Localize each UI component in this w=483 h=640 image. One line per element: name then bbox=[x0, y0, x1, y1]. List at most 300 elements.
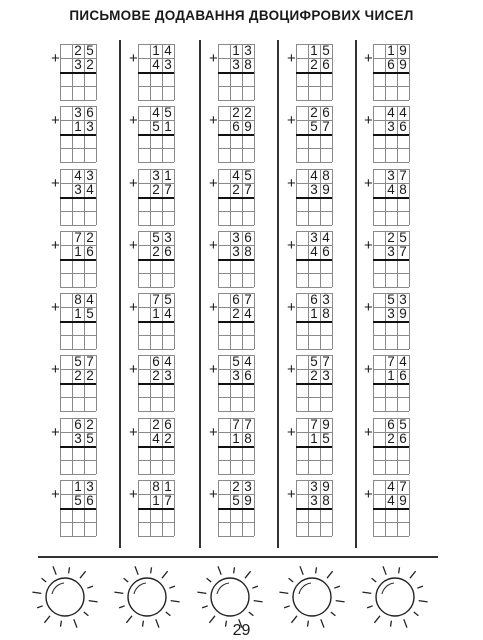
addend-digit-second: 4 bbox=[244, 306, 252, 321]
grid-line bbox=[332, 44, 333, 100]
addition-problem bbox=[128, 169, 174, 225]
addend-digit: 7 bbox=[310, 417, 318, 432]
addend-digit-second: 6 bbox=[399, 431, 407, 446]
grid-line bbox=[60, 460, 96, 461]
addend-digit: 4 bbox=[164, 354, 172, 369]
sum-line bbox=[60, 259, 96, 261]
addition-problem bbox=[363, 44, 409, 100]
grid-line bbox=[296, 335, 332, 336]
grid-line bbox=[409, 231, 410, 287]
grid-line bbox=[218, 397, 254, 398]
addend-digit: 3 bbox=[86, 168, 94, 183]
addend-digit-second: 3 bbox=[387, 119, 395, 134]
sum-line bbox=[373, 259, 409, 261]
addend-digit-second: 1 bbox=[387, 368, 395, 383]
grid-line bbox=[218, 86, 254, 87]
addend-digit-second: 6 bbox=[322, 244, 330, 259]
plus-sign: + bbox=[129, 361, 138, 378]
sum-line bbox=[60, 321, 96, 323]
grid-line bbox=[296, 397, 332, 398]
addend-digit-second: 3 bbox=[74, 182, 82, 197]
addend-digit-second: 5 bbox=[74, 493, 82, 508]
addend-digit-second: 4 bbox=[387, 493, 395, 508]
grid-line bbox=[60, 349, 96, 350]
addition-problem bbox=[128, 231, 174, 287]
addition-problem bbox=[208, 106, 254, 162]
grid-line bbox=[96, 355, 97, 411]
addend-digit-second: 3 bbox=[232, 368, 240, 383]
addend-digit: 8 bbox=[74, 292, 82, 307]
addend-digit: 2 bbox=[86, 230, 94, 245]
addend-digit-second: 3 bbox=[232, 57, 240, 72]
plus-sign: + bbox=[287, 486, 296, 503]
grid-line bbox=[174, 418, 175, 474]
addend-digit: 3 bbox=[310, 230, 318, 245]
addend-digit-second: 3 bbox=[232, 244, 240, 259]
grid-line bbox=[296, 349, 332, 350]
grid-line bbox=[138, 474, 174, 475]
grid-line bbox=[373, 86, 409, 87]
addition-problem bbox=[128, 480, 174, 536]
grid-line bbox=[373, 287, 409, 288]
addend-digit-second: 4 bbox=[387, 182, 395, 197]
plus-sign: + bbox=[287, 175, 296, 192]
addend-digit-second: 2 bbox=[152, 244, 160, 259]
addend-digit: 5 bbox=[310, 354, 318, 369]
addition-problem bbox=[50, 418, 96, 474]
grid-line bbox=[296, 162, 332, 163]
grid-line bbox=[60, 287, 96, 288]
addend-digit: 2 bbox=[387, 230, 395, 245]
grid-line bbox=[138, 335, 174, 336]
addend-digit-second: 3 bbox=[74, 431, 82, 446]
addend-digit-second: 5 bbox=[310, 119, 318, 134]
addend-digit-second: 1 bbox=[74, 306, 82, 321]
addend-digit: 3 bbox=[399, 292, 407, 307]
addend-digit: 4 bbox=[322, 230, 330, 245]
addition-problem bbox=[286, 293, 332, 349]
grid-line bbox=[373, 225, 409, 226]
addend-digit: 5 bbox=[164, 105, 172, 120]
addition-problem bbox=[208, 44, 254, 100]
grid-line bbox=[296, 148, 332, 149]
plus-sign: + bbox=[287, 424, 296, 441]
addition-problem bbox=[50, 44, 96, 100]
addend-digit: 7 bbox=[244, 292, 252, 307]
addition-problem bbox=[286, 44, 332, 100]
sum-line bbox=[296, 383, 332, 385]
grid-line bbox=[218, 287, 254, 288]
addend-digit-second: 2 bbox=[152, 368, 160, 383]
addition-problem bbox=[286, 169, 332, 225]
addend-digit-second: 3 bbox=[322, 368, 330, 383]
plus-sign: + bbox=[51, 175, 60, 192]
addend-digit-second: 4 bbox=[152, 431, 160, 446]
addend-digit: 4 bbox=[387, 105, 395, 120]
addend-digit: 5 bbox=[74, 354, 82, 369]
addend-digit: 4 bbox=[387, 479, 395, 494]
grid-line bbox=[332, 293, 333, 349]
grid-line bbox=[138, 273, 174, 274]
grid-line bbox=[218, 536, 254, 537]
addend-digit: 4 bbox=[310, 168, 318, 183]
plus-sign: + bbox=[364, 237, 373, 254]
addend-digit: 4 bbox=[244, 354, 252, 369]
grid-line bbox=[296, 474, 332, 475]
addend-digit-second: 7 bbox=[399, 244, 407, 259]
grid-line bbox=[373, 397, 409, 398]
grid-line bbox=[138, 349, 174, 350]
addend-digit-second: 5 bbox=[232, 493, 240, 508]
plus-sign: + bbox=[209, 50, 218, 67]
grid-line bbox=[138, 397, 174, 398]
grid-line bbox=[254, 355, 255, 411]
grid-line bbox=[60, 273, 96, 274]
grid-line bbox=[373, 273, 409, 274]
addend-digit: 3 bbox=[322, 292, 330, 307]
addend-digit-second: 8 bbox=[399, 182, 407, 197]
addend-digit-second: 1 bbox=[74, 244, 82, 259]
grid-line bbox=[96, 293, 97, 349]
addend-digit: 5 bbox=[152, 230, 160, 245]
addend-digit: 1 bbox=[232, 43, 240, 58]
sum-line bbox=[373, 197, 409, 199]
addend-digit: 7 bbox=[322, 354, 330, 369]
addend-digit: 3 bbox=[387, 168, 395, 183]
grid-line bbox=[218, 460, 254, 461]
addend-digit: 3 bbox=[86, 479, 94, 494]
sum-line bbox=[138, 259, 174, 261]
sum-line bbox=[218, 72, 254, 74]
grid-line bbox=[96, 231, 97, 287]
grid-line bbox=[409, 169, 410, 225]
addend-digit-second: 9 bbox=[399, 493, 407, 508]
plus-sign: + bbox=[51, 237, 60, 254]
grid-line bbox=[409, 44, 410, 100]
addend-digit-second: 2 bbox=[152, 182, 160, 197]
addend-digit-second: 3 bbox=[310, 493, 318, 508]
addend-digit: 2 bbox=[74, 43, 82, 58]
addend-digit-second: 1 bbox=[310, 306, 318, 321]
addend-digit: 3 bbox=[244, 479, 252, 494]
addend-digit: 4 bbox=[86, 292, 94, 307]
addend-digit: 3 bbox=[244, 43, 252, 58]
sum-line bbox=[296, 508, 332, 510]
addend-digit: 6 bbox=[387, 417, 395, 432]
grid-line bbox=[174, 480, 175, 536]
addend-digit-second: 5 bbox=[86, 431, 94, 446]
plus-sign: + bbox=[209, 237, 218, 254]
sum-line bbox=[373, 508, 409, 510]
grid-line bbox=[373, 162, 409, 163]
addend-digit: 9 bbox=[322, 417, 330, 432]
addend-digit-second: 6 bbox=[399, 119, 407, 134]
grid-line bbox=[60, 86, 96, 87]
addend-digit-second: 5 bbox=[86, 306, 94, 321]
addend-digit: 1 bbox=[74, 479, 82, 494]
addend-digit: 6 bbox=[310, 292, 318, 307]
addition-problem bbox=[286, 106, 332, 162]
plus-sign: + bbox=[364, 112, 373, 129]
addend-digit: 1 bbox=[164, 168, 172, 183]
addend-digit-second: 9 bbox=[244, 119, 252, 134]
sum-line bbox=[296, 72, 332, 74]
addend-digit: 4 bbox=[399, 354, 407, 369]
sum-line bbox=[138, 72, 174, 74]
addition-problem bbox=[363, 418, 409, 474]
grid-line bbox=[218, 148, 254, 149]
addend-digit-second: 3 bbox=[387, 244, 395, 259]
grid-line bbox=[174, 169, 175, 225]
plus-sign: + bbox=[364, 424, 373, 441]
grid-line bbox=[218, 211, 254, 212]
column-divider bbox=[277, 40, 279, 548]
addend-digit-second: 6 bbox=[86, 244, 94, 259]
grid-line bbox=[373, 335, 409, 336]
addend-digit: 4 bbox=[74, 168, 82, 183]
grid-line bbox=[373, 349, 409, 350]
addend-digit: 5 bbox=[387, 292, 395, 307]
grid-line bbox=[60, 522, 96, 523]
grid-line bbox=[138, 411, 174, 412]
addend-digit: 3 bbox=[232, 230, 240, 245]
sum-line bbox=[296, 321, 332, 323]
addition-problem bbox=[286, 480, 332, 536]
plus-sign: + bbox=[129, 50, 138, 67]
addend-digit: 1 bbox=[310, 43, 318, 58]
grid-line bbox=[96, 480, 97, 536]
plus-sign: + bbox=[287, 237, 296, 254]
grid-line bbox=[332, 480, 333, 536]
grid-line bbox=[218, 335, 254, 336]
grid-line bbox=[409, 418, 410, 474]
addend-digit-second: 4 bbox=[86, 182, 94, 197]
grid-line bbox=[218, 349, 254, 350]
addend-digit-second: 6 bbox=[399, 368, 407, 383]
addition-problem bbox=[50, 169, 96, 225]
grid-line bbox=[60, 335, 96, 336]
grid-line bbox=[138, 522, 174, 523]
addend-digit: 2 bbox=[232, 105, 240, 120]
plus-sign: + bbox=[209, 361, 218, 378]
addend-digit: 6 bbox=[152, 354, 160, 369]
addition-problem bbox=[128, 418, 174, 474]
plus-sign: + bbox=[364, 299, 373, 316]
grid-line bbox=[373, 148, 409, 149]
addend-digit-second: 7 bbox=[322, 119, 330, 134]
addition-problem bbox=[363, 293, 409, 349]
plus-sign: + bbox=[209, 112, 218, 129]
sum-line bbox=[218, 321, 254, 323]
plus-sign: + bbox=[287, 361, 296, 378]
addend-digit-second: 6 bbox=[232, 119, 240, 134]
grid-line bbox=[373, 460, 409, 461]
grid-line bbox=[60, 474, 96, 475]
grid-line bbox=[60, 397, 96, 398]
grid-line bbox=[332, 106, 333, 162]
addend-digit: 3 bbox=[310, 479, 318, 494]
addend-digit-second: 1 bbox=[152, 306, 160, 321]
addition-problem bbox=[128, 355, 174, 411]
addend-digit-second: 6 bbox=[86, 493, 94, 508]
addend-digit-second: 1 bbox=[310, 431, 318, 446]
addend-digit-second: 3 bbox=[164, 368, 172, 383]
sum-line bbox=[60, 508, 96, 510]
grid-line bbox=[296, 536, 332, 537]
grid-line bbox=[138, 211, 174, 212]
grid-line bbox=[409, 106, 410, 162]
addend-digit-second: 2 bbox=[310, 57, 318, 72]
addend-digit-second: 6 bbox=[387, 57, 395, 72]
grid-line bbox=[254, 480, 255, 536]
grid-line bbox=[296, 211, 332, 212]
addend-digit-second: 5 bbox=[152, 119, 160, 134]
plus-sign: + bbox=[51, 424, 60, 441]
addend-digit-second: 4 bbox=[164, 306, 172, 321]
addend-digit-second: 4 bbox=[152, 57, 160, 72]
grid-line bbox=[254, 44, 255, 100]
grid-line bbox=[96, 106, 97, 162]
plus-sign: + bbox=[364, 50, 373, 67]
grid-line bbox=[218, 474, 254, 475]
sum-line bbox=[218, 197, 254, 199]
grid-line bbox=[60, 162, 96, 163]
addend-digit-second: 8 bbox=[322, 493, 330, 508]
grid-line bbox=[373, 536, 409, 537]
plus-sign: + bbox=[51, 361, 60, 378]
sum-line bbox=[138, 508, 174, 510]
addend-digit-second: 3 bbox=[164, 57, 172, 72]
addend-digit-second: 2 bbox=[387, 431, 395, 446]
addend-digit: 2 bbox=[244, 105, 252, 120]
addend-digit: 7 bbox=[399, 168, 407, 183]
addend-digit: 3 bbox=[74, 105, 82, 120]
addend-digit-second: 2 bbox=[310, 368, 318, 383]
addition-problem bbox=[50, 293, 96, 349]
plus-sign: + bbox=[51, 486, 60, 503]
grid-line bbox=[60, 211, 96, 212]
addend-digit-second: 9 bbox=[399, 306, 407, 321]
sum-line bbox=[138, 446, 174, 448]
sum-line bbox=[218, 446, 254, 448]
plus-sign: + bbox=[129, 424, 138, 441]
addend-digit-second: 2 bbox=[86, 368, 94, 383]
addition-problem bbox=[363, 480, 409, 536]
addition-problem bbox=[208, 418, 254, 474]
sum-line bbox=[138, 321, 174, 323]
plus-sign: + bbox=[209, 424, 218, 441]
addend-digit-second: 3 bbox=[310, 182, 318, 197]
grid-line bbox=[218, 273, 254, 274]
sum-line bbox=[296, 446, 332, 448]
addend-digit: 7 bbox=[152, 292, 160, 307]
sum-line bbox=[138, 197, 174, 199]
grid-line bbox=[409, 480, 410, 536]
grid-line bbox=[138, 225, 174, 226]
addend-digit: 2 bbox=[152, 417, 160, 432]
addend-digit-second: 8 bbox=[244, 244, 252, 259]
grid-line bbox=[254, 169, 255, 225]
plus-sign: + bbox=[51, 50, 60, 67]
addend-digit-second: 6 bbox=[322, 57, 330, 72]
sum-line bbox=[138, 383, 174, 385]
grid-line bbox=[96, 418, 97, 474]
sum-line bbox=[373, 134, 409, 136]
addend-digit: 9 bbox=[399, 43, 407, 58]
addition-problem bbox=[128, 106, 174, 162]
plus-sign: + bbox=[287, 112, 296, 129]
addend-digit-second: 9 bbox=[244, 493, 252, 508]
addend-digit-second: 4 bbox=[310, 244, 318, 259]
grid-line bbox=[254, 293, 255, 349]
addend-digit: 6 bbox=[74, 417, 82, 432]
sum-line bbox=[218, 134, 254, 136]
addition-problem bbox=[208, 355, 254, 411]
grid-line bbox=[174, 106, 175, 162]
addend-digit: 8 bbox=[152, 479, 160, 494]
addend-digit-second: 3 bbox=[74, 57, 82, 72]
addend-digit: 6 bbox=[244, 230, 252, 245]
addend-digit: 6 bbox=[232, 292, 240, 307]
grid-line bbox=[332, 231, 333, 287]
addition-problem bbox=[128, 293, 174, 349]
addend-digit: 4 bbox=[399, 105, 407, 120]
plus-sign: + bbox=[364, 486, 373, 503]
addend-digit: 5 bbox=[86, 43, 94, 58]
grid-line bbox=[296, 225, 332, 226]
column-divider bbox=[199, 40, 201, 548]
sum-line bbox=[373, 446, 409, 448]
grid-line bbox=[373, 411, 409, 412]
addition-problem bbox=[50, 106, 96, 162]
addition-problem bbox=[50, 355, 96, 411]
sum-line bbox=[60, 383, 96, 385]
grid-line bbox=[60, 536, 96, 537]
addend-digit-second: 2 bbox=[232, 182, 240, 197]
grid-line bbox=[218, 225, 254, 226]
grid-line bbox=[138, 287, 174, 288]
addition-problem bbox=[363, 106, 409, 162]
sum-line bbox=[60, 72, 96, 74]
addend-digit: 4 bbox=[164, 43, 172, 58]
sum-line bbox=[296, 134, 332, 136]
addend-digit: 6 bbox=[322, 105, 330, 120]
addend-digit: 4 bbox=[152, 105, 160, 120]
addition-problem bbox=[286, 418, 332, 474]
addition-problem bbox=[363, 169, 409, 225]
grid-line bbox=[296, 522, 332, 523]
sum-line bbox=[218, 508, 254, 510]
addition-problem bbox=[286, 355, 332, 411]
addend-digit-second: 8 bbox=[244, 57, 252, 72]
plus-sign: + bbox=[364, 175, 373, 192]
addend-digit-second: 1 bbox=[232, 431, 240, 446]
addend-digit-second: 5 bbox=[322, 431, 330, 446]
grid-line bbox=[296, 460, 332, 461]
column-divider bbox=[355, 40, 357, 548]
grid-line bbox=[138, 536, 174, 537]
grid-line bbox=[60, 148, 96, 149]
grid-line bbox=[296, 411, 332, 412]
grid-line bbox=[373, 474, 409, 475]
plus-sign: + bbox=[129, 112, 138, 129]
addend-digit: 2 bbox=[232, 479, 240, 494]
addend-digit-second: 6 bbox=[244, 368, 252, 383]
grid-line bbox=[296, 287, 332, 288]
addend-digit-second: 1 bbox=[164, 119, 172, 134]
plus-sign: + bbox=[209, 299, 218, 316]
grid-line bbox=[138, 148, 174, 149]
